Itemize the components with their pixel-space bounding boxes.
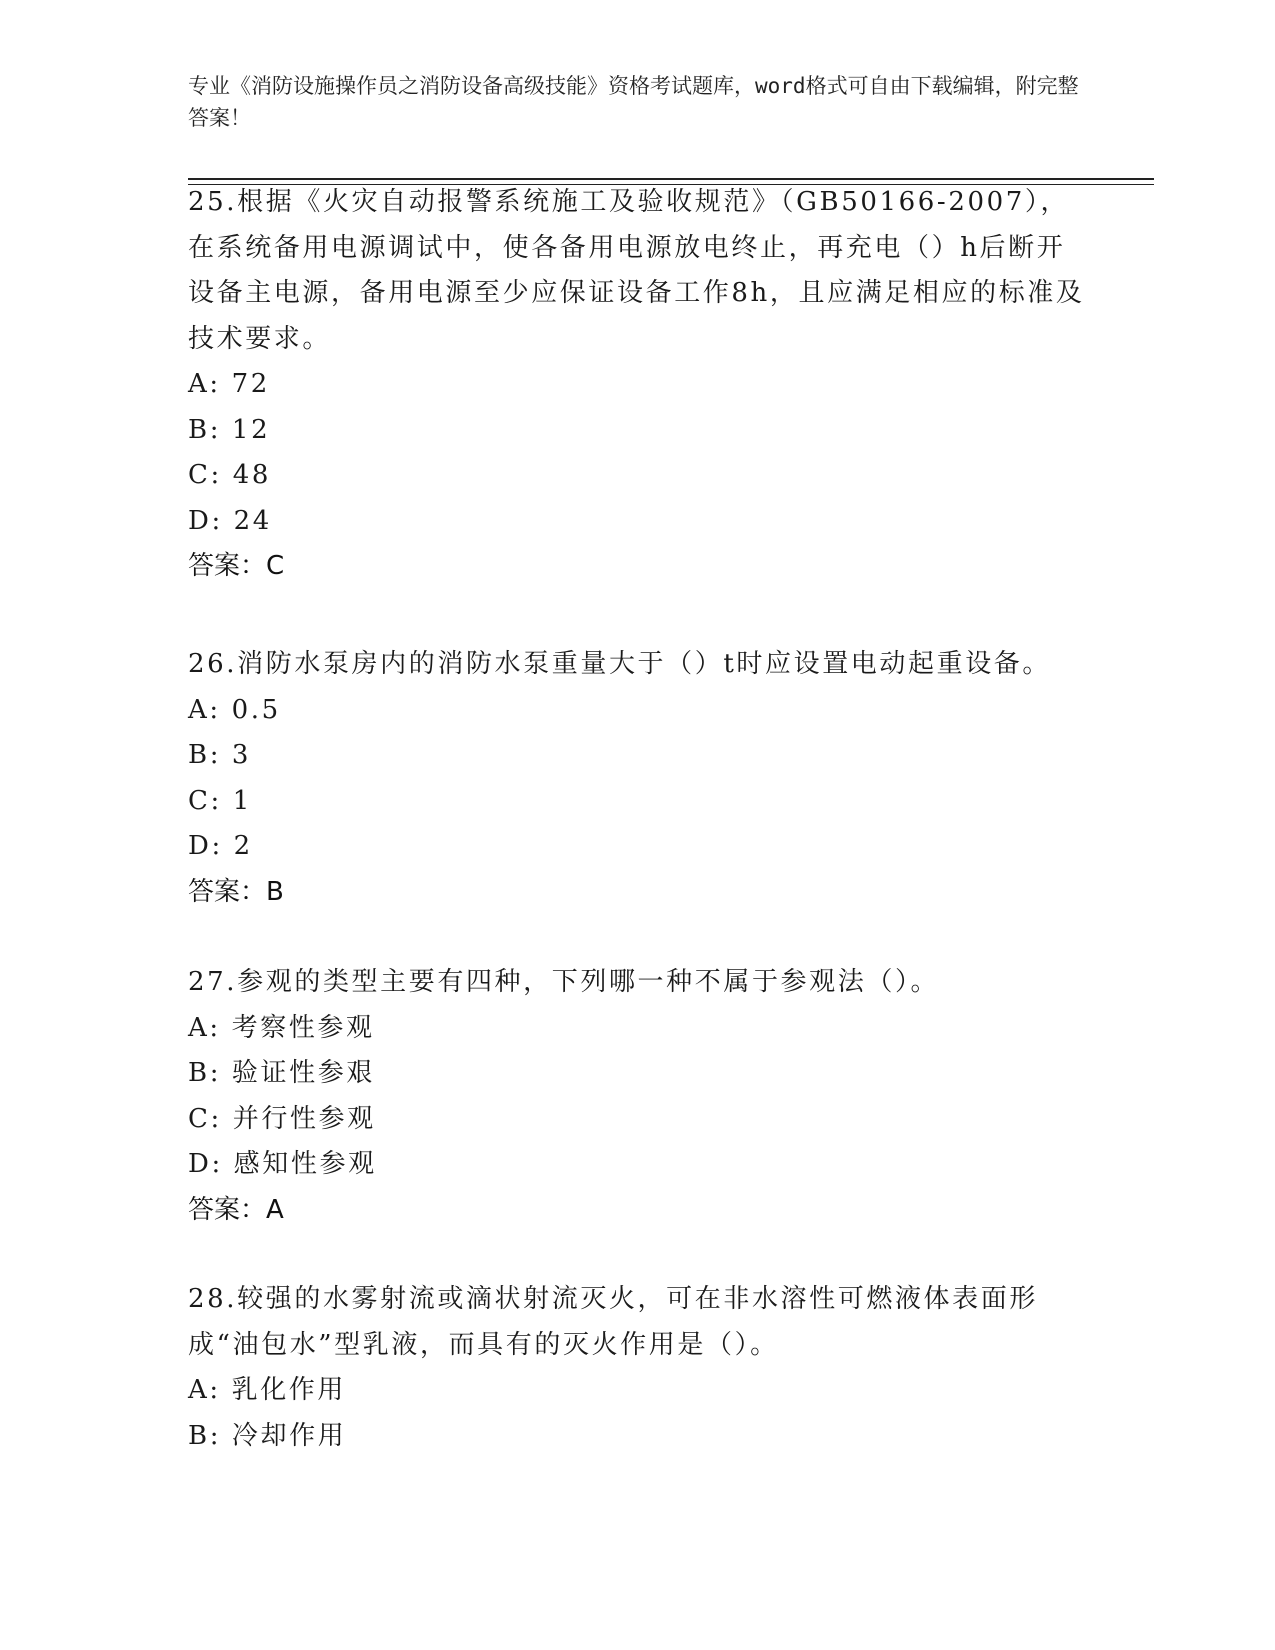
- option-a: A: 72: [188, 369, 270, 399]
- option-d: D: 感知性参观: [188, 1149, 377, 1179]
- answer: 答案：C: [188, 551, 285, 581]
- answer: 答案：A: [188, 1194, 284, 1225]
- option-b: B: 验证性参艰: [188, 1058, 375, 1088]
- page-header: 专业《消防设施操作员之消防设备高级技能》资格考试题库，word格式可自由下载编辑，附完整答案！: [188, 74, 1079, 130]
- question-25: [188, 180, 1088, 590]
- option-c: C: 48: [188, 460, 272, 490]
- option-c: C: 1: [188, 785, 252, 816]
- option-c: C: 并行性参观: [188, 1103, 376, 1134]
- question-28: [188, 1277, 1088, 1459]
- question-text: 28.较强的水雾射流或滴状射流灭火，可在非水溶性可燃液体表面形成“油包水”型乳液，而具有的灭火作用是（）。: [188, 1284, 1038, 1360]
- question-text: 27.参观的类型主要有四种，下列哪一种不属于参观法（）。: [188, 967, 940, 997]
- question-text: 26.消防水泵房内的消防水泵重量大于（）t时应设置电动起重设备。: [188, 649, 1051, 679]
- option-d: D: 2: [188, 831, 253, 861]
- question-26: [188, 642, 1088, 915]
- answer: 答案：B: [188, 876, 284, 907]
- option-a: A: 0.5: [188, 694, 281, 725]
- option-a: A: 考察性参观: [188, 1012, 375, 1043]
- question-27: [188, 960, 1088, 1233]
- question-text: 25.根据《火灾自动报警系统施工及验收规范》（GB50166-2007），在系统备用电源调试中，使各备用电源放电终止，再充电（）h后断开设备主电源，备用电源至少应保证设备工作8h，且应满足相应的标准及技术要求。: [188, 187, 1085, 354]
- option-b: B: 3: [188, 740, 252, 770]
- option-a: A: 乳化作用: [188, 1375, 347, 1405]
- option-b: B: 冷却作用: [188, 1420, 347, 1451]
- option-d: D: 24: [188, 505, 272, 536]
- option-b: B: 12: [188, 414, 271, 445]
